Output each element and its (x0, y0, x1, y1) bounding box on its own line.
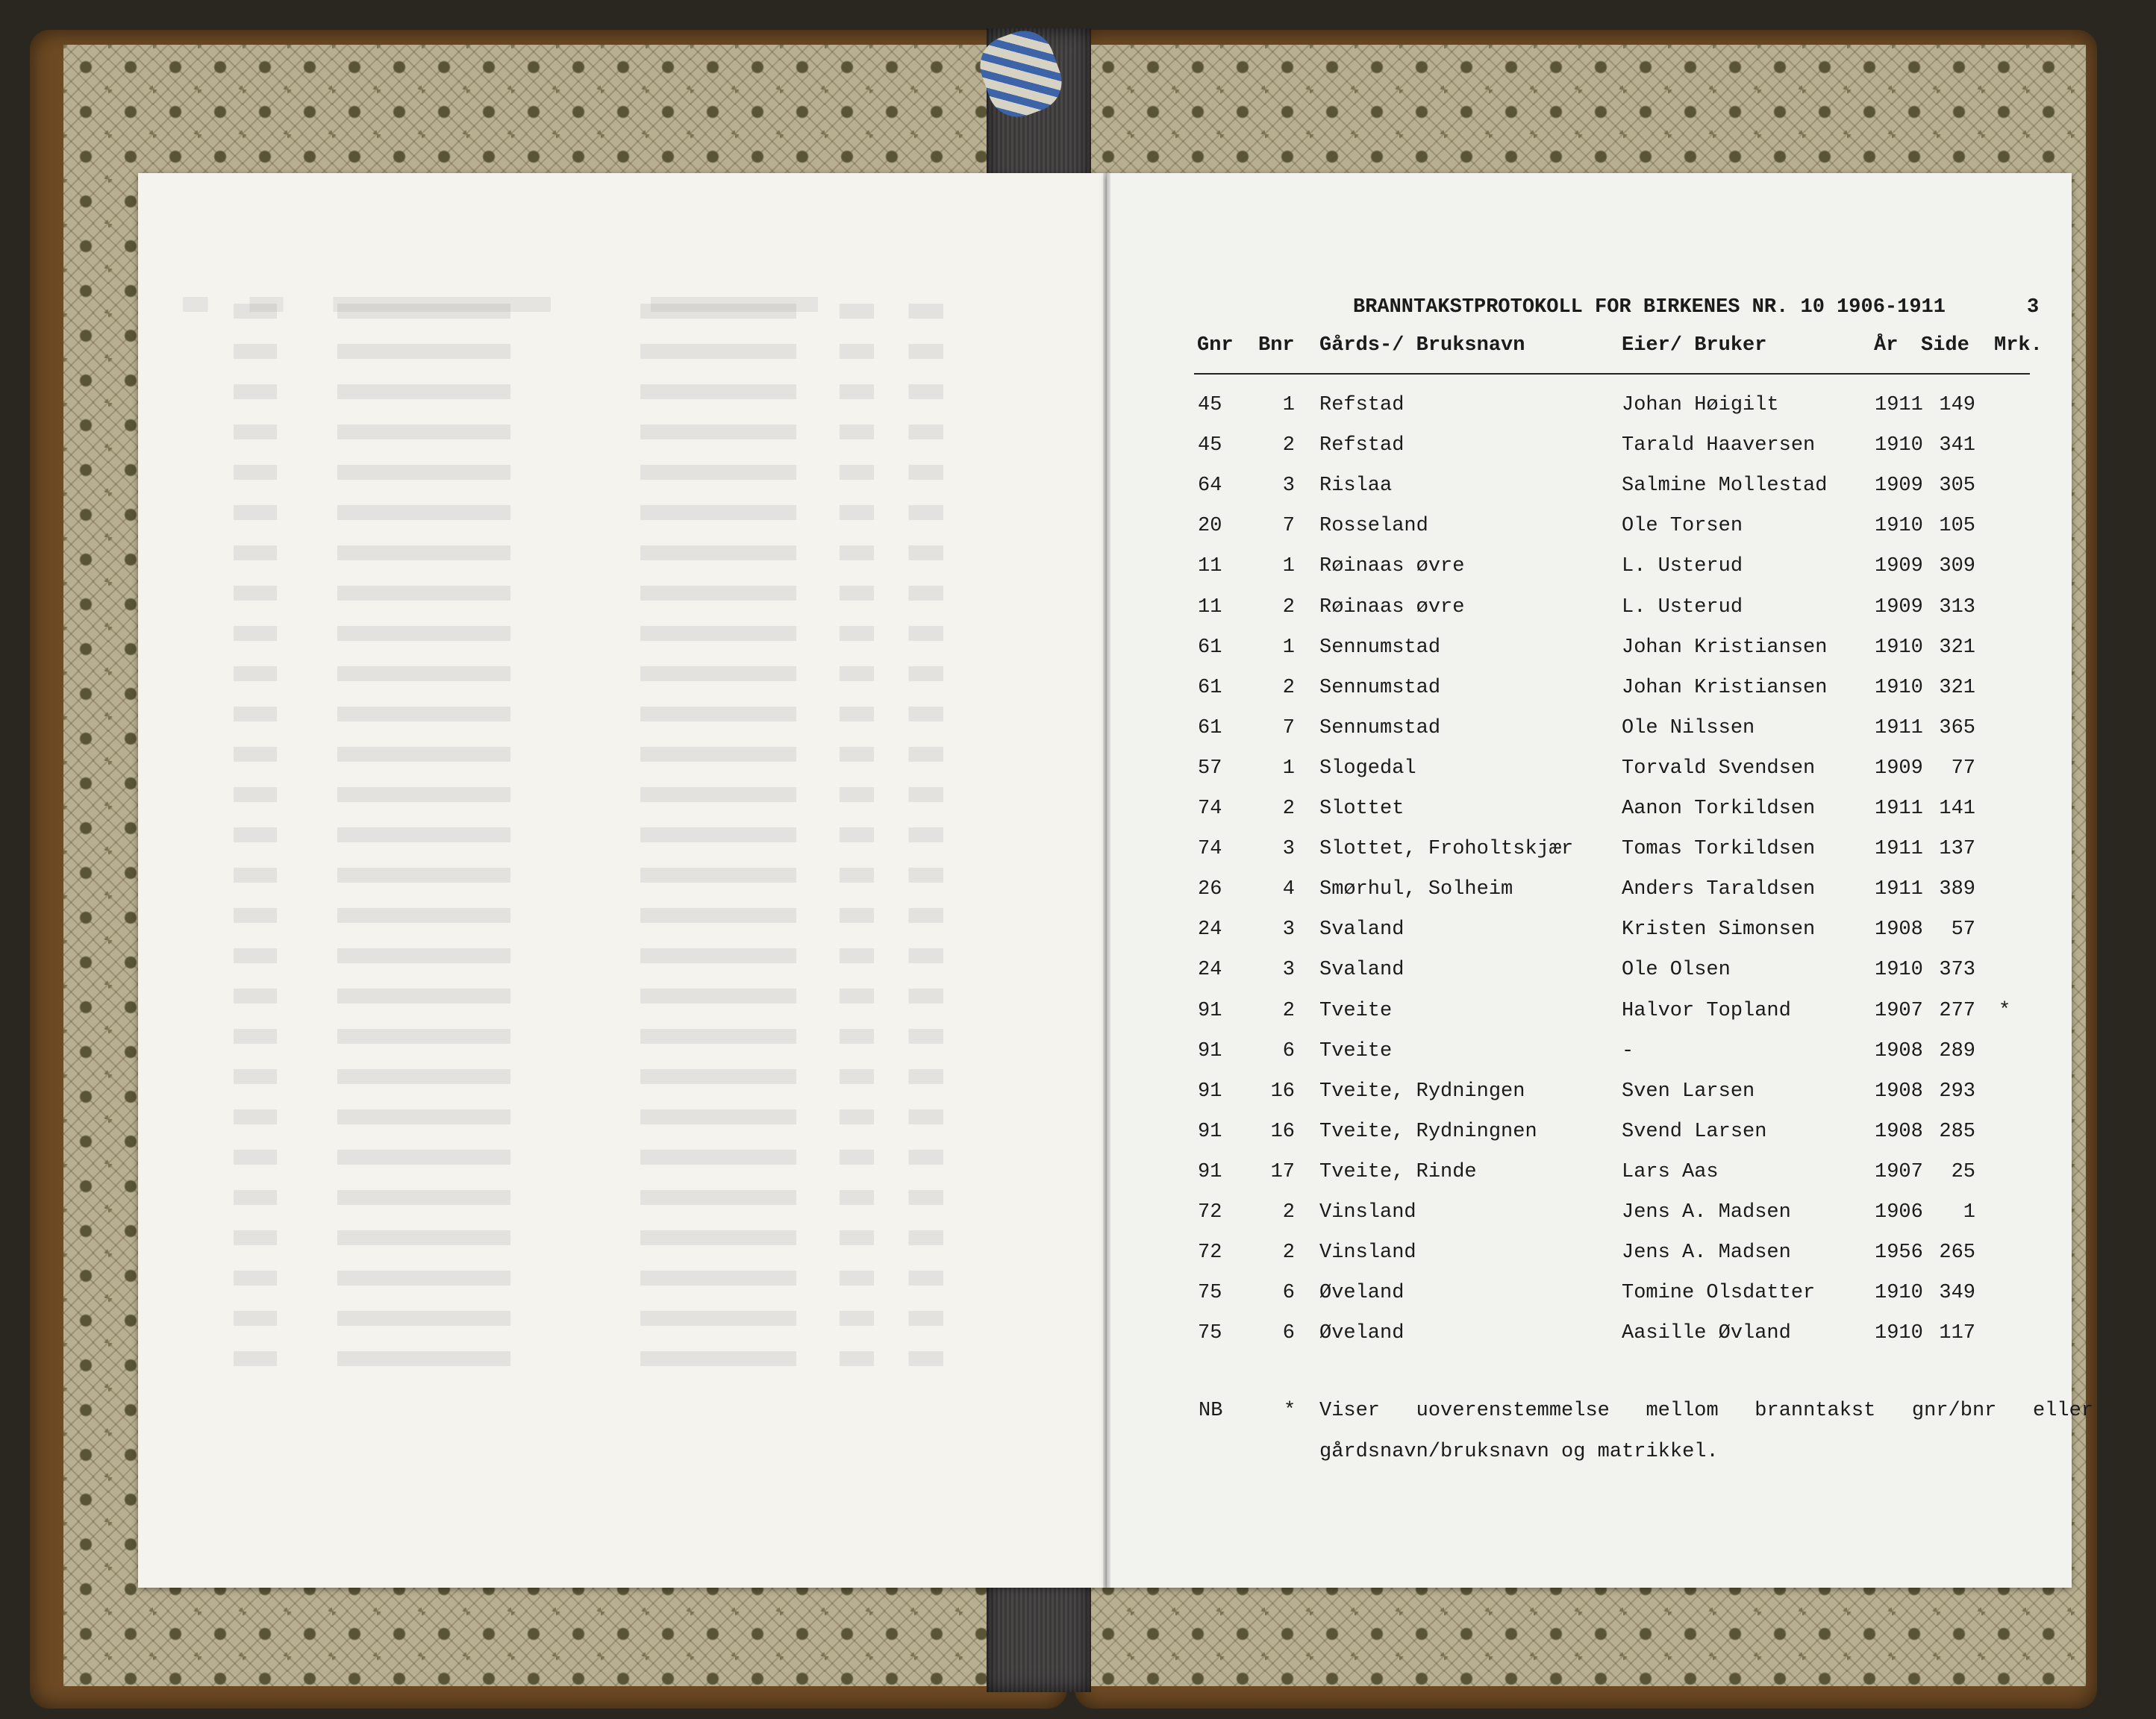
cell-name: Tveite, Rydningen (1319, 1080, 1525, 1103)
cell-side: 117 (1939, 1322, 1975, 1344)
note-label: NB (1199, 1400, 1223, 1422)
bleed-through-line (164, 1097, 1030, 1137)
cell-owner: Lars Aas (1622, 1161, 1719, 1183)
bleed-through-line (164, 1056, 1030, 1097)
bleed-through-line (164, 936, 1030, 976)
cell-owner: Tomine Olsdatter (1622, 1282, 1816, 1304)
cell-year: 1909 (1875, 555, 1923, 577)
cell-name: Tveite, Rydningnen (1319, 1121, 1537, 1143)
cell-owner: Svend Larsen (1622, 1121, 1767, 1143)
cell-year: 1956 (1875, 1242, 1923, 1264)
col-gnr: Gnr (1197, 334, 1234, 357)
note-star: * (1284, 1400, 1296, 1422)
bleed-through-line (164, 976, 1030, 1016)
page-title: BRANNTAKSTPROTOKOLL FOR BIRKENES NR. 10 1906-1911 (1353, 296, 1946, 319)
col-mrk: Mrk. (1994, 334, 2043, 357)
cell-side: 105 (1939, 515, 1975, 537)
cell-owner: - (1622, 1040, 1634, 1062)
cell-owner: Ole Nilssen (1622, 717, 1755, 739)
cell-bnr: 3 (1282, 918, 1295, 941)
cell-year: 1910 (1875, 636, 1923, 659)
cell-bnr: 2 (1282, 798, 1295, 820)
cell-name: Slottet, Froholtskjær (1319, 838, 1574, 860)
bleed-through-line (164, 492, 1030, 533)
bleed-through-line (164, 573, 1030, 613)
col-bnr: Bnr (1258, 334, 1295, 357)
header-rule (1194, 373, 2030, 375)
cell-gnr: 91 (1198, 1121, 1222, 1143)
cell-side: 365 (1939, 717, 1975, 739)
cell-name: Rosseland (1319, 515, 1428, 537)
cell-gnr: 24 (1198, 959, 1222, 981)
bleed-through-line (164, 331, 1030, 372)
bleed-through-line (164, 412, 1030, 452)
cell-owner: Johan Kristiansen (1622, 636, 1828, 659)
cell-gnr: 72 (1198, 1242, 1222, 1264)
cell-owner: Kristen Simonsen (1622, 918, 1816, 941)
cell-bnr: 16 (1270, 1121, 1295, 1143)
cell-gnr: 45 (1198, 434, 1222, 457)
cell-year: 1908 (1875, 1121, 1923, 1143)
col-year: År (1874, 334, 1899, 357)
cell-bnr: 4 (1282, 878, 1295, 901)
cell-gnr: 91 (1198, 1080, 1222, 1103)
bleed-through-line (164, 855, 1030, 895)
cell-bnr: 7 (1282, 717, 1295, 739)
cell-owner: Ole Olsen (1622, 959, 1731, 981)
note-line-2: gårdsnavn/bruksnavn og matrikkel. (1319, 1441, 1719, 1463)
cell-owner: Johan Kristiansen (1622, 677, 1828, 699)
cell-side: 313 (1939, 596, 1975, 619)
cell-gnr: 91 (1198, 1040, 1222, 1062)
bleed-through-line (164, 1016, 1030, 1056)
cell-bnr: 2 (1282, 1242, 1295, 1264)
cell-owner: L. Usterud (1622, 596, 1743, 619)
cell-name: Slogedal (1319, 757, 1416, 780)
cell-year: 1911 (1875, 878, 1923, 901)
cell-side: 285 (1939, 1121, 1975, 1143)
cell-name: Tveite (1319, 1040, 1393, 1062)
cell-year: 1910 (1875, 1282, 1923, 1304)
cell-name: Øveland (1319, 1322, 1404, 1344)
cell-bnr: 1 (1282, 555, 1295, 577)
cell-owner: Aanon Torkildsen (1622, 798, 1816, 820)
note-line-1: Viser uoverenstemmelse mellom branntakst gnr/bnr eller (1319, 1400, 2093, 1422)
cell-bnr: 1 (1282, 394, 1295, 416)
bleed-through-line (164, 895, 1030, 936)
cell-year: 1909 (1875, 475, 1923, 497)
cell-year: 1910 (1875, 434, 1923, 457)
cell-year: 1908 (1875, 1040, 1923, 1062)
cell-bnr: 2 (1282, 596, 1295, 619)
cell-gnr: 11 (1198, 596, 1222, 619)
cell-owner: Ole Torsen (1622, 515, 1743, 537)
cell-name: Tveite (1319, 1000, 1393, 1022)
cell-year: 1911 (1875, 394, 1923, 416)
cell-owner: Torvald Svendsen (1622, 757, 1816, 780)
cell-name: Svaland (1319, 918, 1404, 941)
bleed-through-line (164, 774, 1030, 815)
cell-owner: Aasille Øvland (1622, 1322, 1791, 1344)
cell-gnr: 91 (1198, 1161, 1222, 1183)
cell-year: 1911 (1875, 798, 1923, 820)
cell-year: 1911 (1875, 838, 1923, 860)
cell-gnr: 64 (1198, 475, 1222, 497)
cell-side: 309 (1939, 555, 1975, 577)
bleed-through-line (164, 1177, 1030, 1218)
cell-gnr: 61 (1198, 717, 1222, 739)
page-fold (1103, 173, 1110, 1588)
cell-year: 1911 (1875, 717, 1923, 739)
cell-side: 321 (1939, 636, 1975, 659)
cell-gnr: 45 (1198, 394, 1222, 416)
bleed-through-text (164, 291, 1030, 1455)
cell-gnr: 61 (1198, 677, 1222, 699)
bleed-through-line (164, 291, 1030, 331)
cell-owner: Johan Høigilt (1622, 394, 1779, 416)
cell-year: 1910 (1875, 515, 1923, 537)
cell-name: Svaland (1319, 959, 1404, 981)
cell-bnr: 2 (1282, 434, 1295, 457)
cell-gnr: 75 (1198, 1282, 1222, 1304)
cell-bnr: 2 (1282, 677, 1295, 699)
cell-year: 1910 (1875, 959, 1923, 981)
cell-side: 293 (1939, 1080, 1975, 1103)
cell-owner: Halvor Topland (1622, 1000, 1791, 1022)
cell-name: Slottet (1319, 798, 1404, 820)
bleed-through-line (164, 533, 1030, 573)
cell-owner: Salmine Mollestad (1622, 475, 1828, 497)
cell-owner: Tomas Torkildsen (1622, 838, 1816, 860)
cell-name: Vinsland (1319, 1242, 1416, 1264)
cell-year: 1907 (1875, 1000, 1923, 1022)
cell-gnr: 26 (1198, 878, 1222, 901)
col-side: Side (1921, 334, 1969, 357)
bleed-through-line (164, 452, 1030, 492)
cell-side: 277 (1939, 1000, 1975, 1022)
cell-gnr: 57 (1198, 757, 1222, 780)
cell-year: 1910 (1875, 1322, 1923, 1344)
cell-mrk: * (1999, 1000, 2011, 1022)
bleed-through-line (164, 1218, 1030, 1258)
bleed-through-line (164, 372, 1030, 412)
cell-name: Sennumstad (1319, 636, 1441, 659)
col-owner: Eier/ Bruker (1622, 334, 1767, 357)
cell-bnr: 3 (1282, 959, 1295, 981)
cell-bnr: 6 (1282, 1322, 1295, 1344)
bleed-through-line (164, 1258, 1030, 1298)
cell-year: 1909 (1875, 757, 1923, 780)
cell-side: 389 (1939, 878, 1975, 901)
cell-name: Vinsland (1319, 1201, 1416, 1224)
bleed-through-line (164, 1338, 1030, 1379)
cell-year: 1908 (1875, 918, 1923, 941)
cell-bnr: 6 (1282, 1282, 1295, 1304)
cell-name: Refstad (1319, 434, 1404, 457)
cell-bnr: 2 (1282, 1000, 1295, 1022)
cell-side: 25 (1951, 1161, 1975, 1183)
cell-side: 289 (1939, 1040, 1975, 1062)
cell-side: 373 (1939, 959, 1975, 981)
cell-owner: L. Usterud (1622, 555, 1743, 577)
cell-bnr: 3 (1282, 838, 1295, 860)
cell-owner: Tarald Haaversen (1622, 434, 1816, 457)
cell-gnr: 75 (1198, 1322, 1222, 1344)
cell-name: Rislaa (1319, 475, 1393, 497)
bleed-through-line (164, 654, 1030, 694)
cell-bnr: 6 (1282, 1040, 1295, 1062)
cell-name: Refstad (1319, 394, 1404, 416)
cell-side: 341 (1939, 434, 1975, 457)
cell-side: 141 (1939, 798, 1975, 820)
cell-year: 1910 (1875, 677, 1923, 699)
cell-side: 321 (1939, 677, 1975, 699)
cell-side: 305 (1939, 475, 1975, 497)
cell-bnr: 2 (1282, 1201, 1295, 1224)
cell-side: 57 (1951, 918, 1975, 941)
cell-year: 1906 (1875, 1201, 1923, 1224)
cell-bnr: 3 (1282, 475, 1295, 497)
cell-bnr: 17 (1270, 1161, 1295, 1183)
cell-owner: Sven Larsen (1622, 1080, 1755, 1103)
bleed-through-line (164, 694, 1030, 734)
cell-name: Øveland (1319, 1282, 1404, 1304)
cell-owner: Anders Taraldsen (1622, 878, 1816, 901)
cell-name: Tveite, Rinde (1319, 1161, 1477, 1183)
cell-gnr: 20 (1198, 515, 1222, 537)
cell-owner: Jens A. Madsen (1622, 1201, 1791, 1224)
cell-name: Smørhul, Solheim (1319, 878, 1513, 901)
bleed-through-line (164, 1137, 1030, 1177)
cell-gnr: 61 (1198, 636, 1222, 659)
cell-bnr: 1 (1282, 636, 1295, 659)
bleed-through-line (164, 815, 1030, 855)
cell-gnr: 91 (1198, 1000, 1222, 1022)
cell-bnr: 16 (1270, 1080, 1295, 1103)
cell-year: 1909 (1875, 596, 1923, 619)
bleed-through-line (164, 1298, 1030, 1338)
cell-side: 265 (1939, 1242, 1975, 1264)
cell-gnr: 24 (1198, 918, 1222, 941)
col-name: Gårds-/ Bruksnavn (1319, 334, 1525, 357)
cell-side: 77 (1951, 757, 1975, 780)
cell-side: 349 (1939, 1282, 1975, 1304)
cell-owner: Jens A. Madsen (1622, 1242, 1791, 1264)
cell-gnr: 74 (1198, 798, 1222, 820)
cell-gnr: 74 (1198, 838, 1222, 860)
page-number: 3 (2027, 296, 2040, 319)
cell-bnr: 1 (1282, 757, 1295, 780)
cell-year: 1908 (1875, 1080, 1923, 1103)
bleed-through-line (164, 734, 1030, 774)
cell-side: 1 (1963, 1201, 1975, 1224)
cell-name: Sennumstad (1319, 677, 1441, 699)
cell-bnr: 7 (1282, 515, 1295, 537)
cell-gnr: 72 (1198, 1201, 1222, 1224)
cell-name: Røinaas øvre (1319, 555, 1465, 577)
cell-side: 137 (1939, 838, 1975, 860)
cell-name: Sennumstad (1319, 717, 1441, 739)
bleed-through-line (164, 613, 1030, 654)
cell-side: 149 (1939, 394, 1975, 416)
cell-name: Røinaas øvre (1319, 596, 1465, 619)
cell-gnr: 11 (1198, 555, 1222, 577)
cell-year: 1907 (1875, 1161, 1923, 1183)
